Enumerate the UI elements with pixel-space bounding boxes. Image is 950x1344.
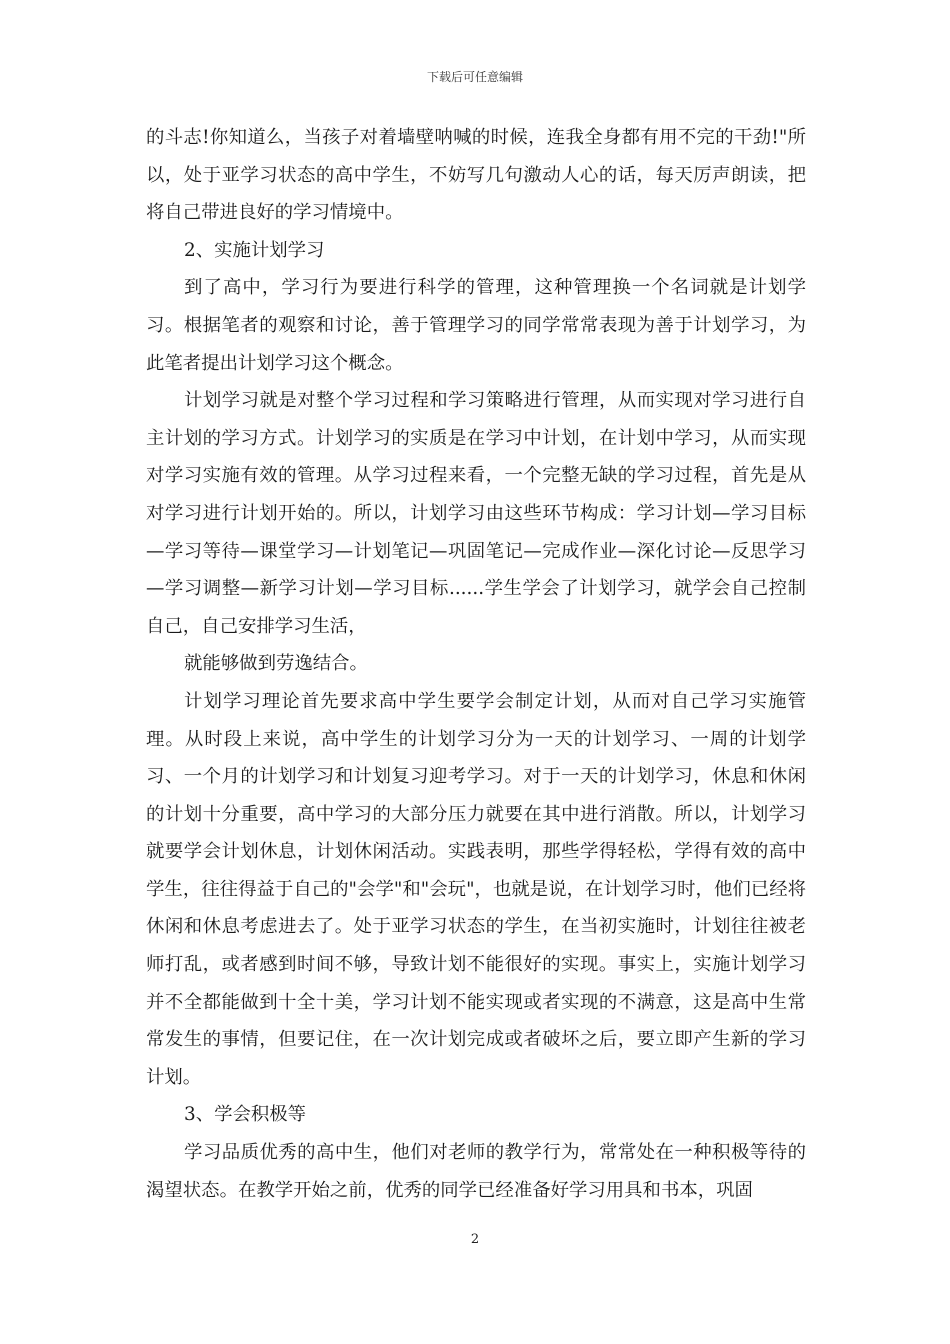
- page-number: 2: [470, 1232, 480, 1247]
- document-body: [146, 119, 806, 1209]
- paragraph: 就能够做到劳逸结合。: [184, 653, 368, 675]
- paragraph: 学习品质优秀的高中生，他们对老师的教学行为，常常处在一种积极等待的渴望状态。在教学开始之前，优秀的同学已经准备好学习用具和书本，巩固: [146, 1142, 806, 1201]
- page-header: 下载后可任意编辑: [426, 70, 523, 84]
- paragraph: 到了高中，学习行为要进行科学的管理，这种管理换一个名词就是计划学习。根据笔者的观察和讨论，善于管理学习的同学常常表现为善于计划学习，为此笔者提出计划学习这个概念。: [146, 277, 806, 374]
- section-heading: 2、实施计划学习: [184, 239, 325, 261]
- paragraph: 计划学习理论首先要求高中学生要学会制定计划，从而对自己学习实施管理。从时段上来说，高中学生的计划学习分为一天的计划学习、一周的计划学习、一个月的计划学习和计划复习迎考学习。对于一天的计划学习，休息和休闲的计划十分重要，高中学习的大部分压力就要在其中进行消散。所以，计划学习就要学会计划休息，计划休闲活动。实践表明，那些学得轻松，学得有效的高中学生，往往得益于自己的"会学"和"会玩"，也就是说，在计划学习时，他们已经将休闲和休息考虑进去了。处于亚学习状态的学生，在当初实施时，计划往往被老师打乱，或者感到时间不够，导致计划不能很好的实现。事实上，实施计划学习并不全都能做到十全十美，学习计划不能实现或者实现的不满意，这是高中生常常发生的事情，但要记住，在一次计划完成或者破坏之后，要立即产生新的学习计划。: [146, 690, 806, 1088]
- paragraph: 的斗志!你知道么，当孩子对着墙壁呐喊的时候，连我全身都有用不完的干劲!"所以，处于亚学习状态的高中学生，不妨写几句激动人心的话，每天厉声朗读，把将自己带进良好的学习情境中。: [146, 127, 806, 224]
- section-heading: 3、学会积极等: [184, 1104, 307, 1126]
- paragraph: 计划学习就是对整个学习过程和学习策略进行管理，从而实现对学习进行自主计划的学习方式。计划学习的实质是在学习中计划，在计划中学习，从而实现对学习实施有效的管理。从学习过程来看，一个完整无缺的学习过程，首先是从对学习进行计划开始的。所以，计划学习由这些环节构成：学习计划—学习目标—学习等待—课堂学习—计划笔记—巩固笔记—完成作业—深化讨论—反思学习—学习调整—新学习计划—学习目标......学生学会了计划学习，就学会自己控制自己，自己安排学习生活，: [146, 390, 806, 637]
